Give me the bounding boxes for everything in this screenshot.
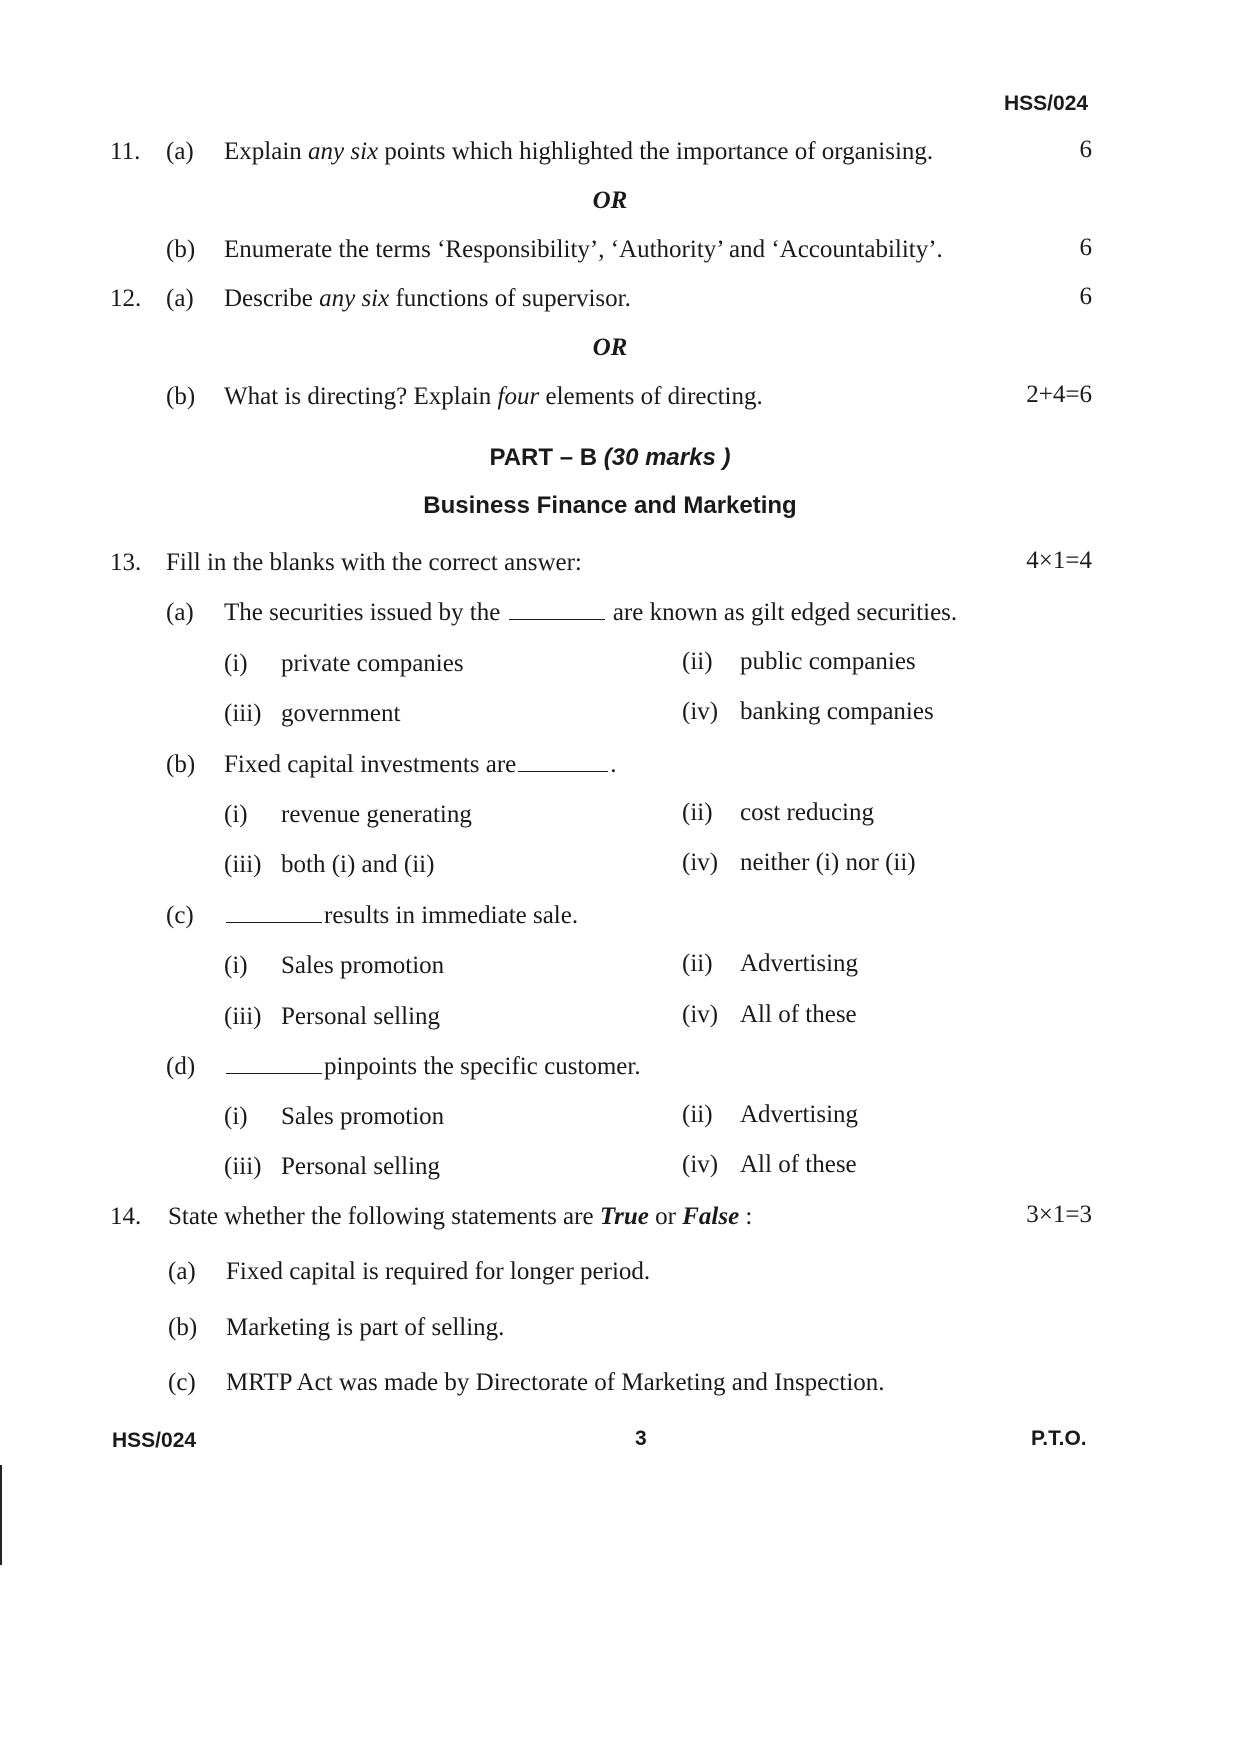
q13-number: 13.: [110, 549, 142, 576]
q13a-label: (a): [166, 599, 194, 626]
q11a-label: (a): [166, 138, 194, 165]
q11-or: OR: [592, 187, 628, 214]
q14c-text: MRTP Act was made by Directorate of Marketing and Inspection.: [226, 1369, 885, 1396]
q13a-opt4-label: (iv): [682, 698, 719, 725]
q13a-opt3-text: government: [281, 700, 401, 727]
q13d-opt2-label: (ii): [682, 1101, 713, 1128]
q13d-opt1-text: Sales promotion: [281, 1103, 445, 1130]
q14-marks: 3×1=3: [1026, 1201, 1092, 1228]
q14a-text: Fixed capital is required for longer period.: [226, 1258, 651, 1285]
q13a-text: The securities issued by the are known as gilt edged securities.: [224, 599, 958, 626]
q13a-opt3-label: (iii): [224, 700, 262, 727]
q13b-opt4-text: neither (i) nor (ii): [740, 849, 916, 876]
q13b-text: Fixed capital investments are .: [224, 751, 617, 778]
q13c-label: (c): [166, 902, 194, 929]
q13a-opt2-text: public companies: [740, 648, 916, 675]
q13c-opt4-text: All of these: [740, 1001, 857, 1028]
pto-label: P.T.O.: [1031, 1427, 1087, 1450]
paper-code-footer: HSS/024: [112, 1429, 197, 1452]
q13b-opt1-label: (i): [224, 801, 248, 828]
q13a-opt2-label: (ii): [682, 648, 713, 675]
q14a-label: (a): [168, 1258, 196, 1285]
part-b-title: PART – B (30 marks ): [489, 444, 731, 471]
q13a-opt1-label: (i): [224, 650, 248, 677]
q13d-label: (d): [166, 1053, 196, 1080]
q13b-blank: [518, 770, 608, 772]
q11a-marks: 6: [1079, 136, 1092, 163]
q13c-opt1-text: Sales promotion: [281, 952, 445, 979]
q12b-marks: 2+4=6: [1026, 381, 1092, 408]
paper-code-header: HSS/024: [1004, 92, 1089, 115]
q13a-blank: [509, 618, 605, 620]
q13-marks: 4×1=4: [1026, 547, 1092, 574]
q13a-opt4-text: banking companies: [740, 698, 934, 725]
q13a-opt1-text: private companies: [281, 650, 464, 677]
q14b-label: (b): [168, 1314, 198, 1341]
q13d-opt3-label: (iii): [224, 1153, 262, 1180]
q13d-opt1-label: (i): [224, 1103, 248, 1130]
q12a-text: Describe any six functions of supervisor.: [224, 285, 631, 312]
q12a-label: (a): [166, 285, 194, 312]
q14-number: 14.: [110, 1203, 142, 1230]
q12a-marks: 6: [1079, 283, 1092, 310]
q13b-opt2-text: cost reducing: [740, 799, 874, 826]
page-number: 3: [635, 1427, 647, 1450]
q13d-opt2-text: Advertising: [740, 1101, 859, 1128]
q13c-opt3-label: (iii): [224, 1003, 262, 1030]
q12b-text: What is directing? Explain four elements of directing.: [224, 383, 763, 410]
q13c-blank: [226, 921, 322, 923]
q13c-opt2-text: Advertising: [740, 950, 859, 977]
q11b-text: Enumerate the terms ‘Responsibility’, ‘Authority’ and ‘Accountability’.: [224, 236, 943, 263]
q11b-label: (b): [166, 236, 196, 263]
q12-or: OR: [592, 334, 628, 361]
q13c-opt1-label: (i): [224, 952, 248, 979]
part-b-subtitle: Business Finance and Marketing: [423, 492, 797, 519]
q13b-label: (b): [166, 751, 196, 778]
q13c-text: results in immediate sale.: [224, 902, 578, 930]
q13d-opt4-text: All of these: [740, 1151, 857, 1178]
scan-edge-line: [0, 1465, 2, 1565]
q13b-opt3-text: both (i) and (ii): [281, 851, 435, 878]
q13b-opt1-text: revenue generating: [281, 801, 472, 828]
q13b-opt2-label: (ii): [682, 799, 713, 826]
q13c-opt2-label: (ii): [682, 950, 713, 977]
q13d-text: pinpoints the specific customer.: [224, 1053, 641, 1081]
q14b-text: Marketing is part of selling.: [226, 1314, 505, 1341]
q14c-label: (c): [168, 1369, 196, 1396]
q11a-text: Explain any six points which highlighted the importance of organising.: [224, 138, 934, 165]
q13b-opt3-label: (iii): [224, 851, 262, 878]
q13c-opt3-text: Personal selling: [281, 1003, 441, 1030]
q11-number: 11.: [110, 138, 141, 165]
q12b-label: (b): [166, 383, 196, 410]
q13b-opt4-label: (iv): [682, 849, 719, 876]
q13d-blank: [226, 1072, 322, 1074]
q14-text: State whether the following statements are True or False :: [168, 1203, 753, 1230]
q13c-opt4-label: (iv): [682, 1001, 719, 1028]
q13-text: Fill in the blanks with the correct answer:: [166, 549, 582, 576]
q13d-opt4-label: (iv): [682, 1151, 719, 1178]
q12-number: 12.: [110, 285, 142, 312]
q13d-opt3-text: Personal selling: [281, 1153, 441, 1180]
q11b-marks: 6: [1079, 234, 1092, 261]
